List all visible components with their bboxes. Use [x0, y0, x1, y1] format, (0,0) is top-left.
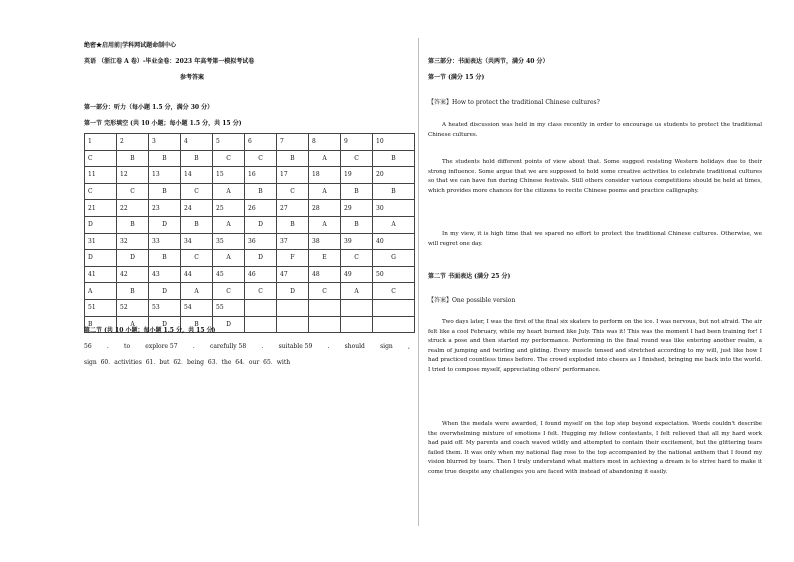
- fill-answers-line-2: sign 60．activities 61．but 62．being 63．the 64．our 65．with: [84, 359, 291, 366]
- part3-heading: 第三部分：书面表达（共两节，满分 40 分）: [428, 58, 549, 65]
- table-cell: 46: [245, 266, 277, 283]
- essay1-paragraph-3: In my view, it is high time that we spared no effort to protect the traditional Chinese cultures. Otherwise, we will regret one day.: [428, 231, 762, 247]
- table-cell: A: [85, 283, 117, 300]
- table-cell: A: [181, 283, 213, 300]
- table-cell: [309, 316, 341, 333]
- table-cell: 18: [309, 167, 341, 184]
- table-cell: 19: [341, 167, 373, 184]
- table-cell: C: [373, 283, 415, 300]
- table-row: [85, 183, 415, 200]
- table-cell: 28: [309, 200, 341, 217]
- table-cell: B: [149, 250, 181, 267]
- table-cell: [341, 299, 373, 316]
- table-cell: 10: [373, 134, 415, 151]
- table-cell: [245, 316, 277, 333]
- table-cell: A: [213, 250, 245, 267]
- table-row: [85, 134, 415, 151]
- table-cell: D: [85, 216, 117, 233]
- answer2-title: 【答案】One possible version: [428, 297, 516, 304]
- table-cell: B: [181, 316, 213, 333]
- table-cell: 55: [213, 299, 245, 316]
- table-cell: C: [213, 150, 245, 167]
- table-cell: 39: [341, 233, 373, 250]
- table-cell: 11: [85, 167, 117, 184]
- table-cell: D: [245, 216, 277, 233]
- fill-answer-token: to: [124, 343, 131, 350]
- table-cell: B: [341, 183, 373, 200]
- table-cell: A: [309, 183, 341, 200]
- header-line-1: 绝密★启用前|学科网试题命制中心: [84, 42, 177, 49]
- table-cell: 32: [117, 233, 149, 250]
- table-cell: 4: [181, 134, 213, 151]
- table-row: [85, 250, 415, 267]
- table-cell: [373, 316, 415, 333]
- table-cell: [245, 299, 277, 316]
- header-line-3: 参考答案: [180, 74, 205, 81]
- table-cell: A: [117, 316, 149, 333]
- table-cell: C: [117, 183, 149, 200]
- fill-answer-token: carefully 58: [209, 343, 247, 350]
- section1-heading: 第一节 完形填空 (共 10 小题；每小题 1.5 分，共 15 分): [84, 120, 242, 127]
- table-row: [85, 216, 415, 233]
- right-section1-heading: 第一节 (满分 15 分): [428, 74, 485, 81]
- table-cell: 48: [309, 266, 341, 283]
- table-cell: C: [277, 183, 309, 200]
- fill-answer-token: .: [327, 343, 330, 350]
- table-cell: 31: [85, 233, 117, 250]
- fill-answer-token: .: [106, 343, 109, 350]
- table-cell: C: [341, 250, 373, 267]
- fill-answer-token: suitable 59: [278, 343, 313, 350]
- table-cell: 26: [245, 200, 277, 217]
- table-cell: [341, 316, 373, 333]
- answer1-title: 【答案】How to protect the traditional Chinese cultures?: [428, 99, 600, 106]
- right-section2-heading: 第二节 书面表达 (满分 25 分): [428, 273, 511, 280]
- column-divider: [418, 38, 419, 526]
- table-cell: 50: [373, 266, 415, 283]
- table-cell: 49: [341, 266, 373, 283]
- table-cell: B: [373, 150, 415, 167]
- table-cell: A: [341, 283, 373, 300]
- table-cell: 20: [373, 167, 415, 184]
- table-cell: C: [181, 250, 213, 267]
- table-cell: 9: [341, 134, 373, 151]
- fill-answer-token: .: [192, 343, 195, 350]
- table-cell: E: [309, 250, 341, 267]
- table-cell: B: [341, 216, 373, 233]
- table-cell: B: [245, 183, 277, 200]
- table-cell: [309, 299, 341, 316]
- table-row: [85, 266, 415, 283]
- table-cell: 23: [149, 200, 181, 217]
- table-cell: B: [117, 216, 149, 233]
- table-cell: [277, 299, 309, 316]
- table-cell: A: [373, 216, 415, 233]
- table-cell: 45: [213, 266, 245, 283]
- table-cell: F: [277, 250, 309, 267]
- table-cell: 36: [245, 233, 277, 250]
- part1-heading: 第一部分：听力（每小题 1.5 分，满分 30 分）: [84, 104, 214, 111]
- table-cell: 16: [245, 167, 277, 184]
- table-cell: D: [117, 250, 149, 267]
- table-cell: C: [245, 283, 277, 300]
- table-cell: 43: [149, 266, 181, 283]
- table-cell: 13: [149, 167, 181, 184]
- table-row: [85, 167, 415, 184]
- table-row: [85, 233, 415, 250]
- table-cell: C: [213, 283, 245, 300]
- table-cell: 53: [149, 299, 181, 316]
- essay1-paragraph-1: A heated discussion was held in my class recently in order to encourage us students to protect the traditional Chinese cultures.: [428, 122, 762, 138]
- table-cell: D: [245, 250, 277, 267]
- table-cell: B: [277, 216, 309, 233]
- answer-table: [84, 133, 415, 333]
- table-cell: 47: [277, 266, 309, 283]
- table-cell: 5: [213, 134, 245, 151]
- table-cell: 12: [117, 167, 149, 184]
- essay1-paragraph-2: The students hold different points of view about that. Some suggest resisting Western holidays due to their strong influence. Some argue that we are supposed to hold some creative activities to celebrate traditional cultures so that we can have fun during Chinese festivals. Still others consider various competitions should be held at times, which provides more chances for the citizens to recite Chinese poems and practice calligraphy.: [428, 159, 762, 194]
- table-cell: 7: [277, 134, 309, 151]
- table-cell: B: [149, 150, 181, 167]
- table-cell: [277, 316, 309, 333]
- table-cell: 27: [277, 200, 309, 217]
- table-cell: 25: [213, 200, 245, 217]
- fill-answer-token: explore 57: [145, 343, 178, 350]
- table-cell: 34: [181, 233, 213, 250]
- table-cell: C: [245, 150, 277, 167]
- table-cell: 24: [181, 200, 213, 217]
- essay2-paragraph-2: When the medals were awarded, I found myself on the top step beyond expectation. Words couldn't describe the overwhelming mixture of emotions I felt. Hugging my fellow contestants, I felt relieved that all my hard work had paid off. My parents and coach waved wildly and attempted to contain their excitement, but the glittering tears failed them. It was only when my national flag rose to the top accompanied by the national anthem that I found my vision blurred by tears. Then I truly understand what matters most in achieving a dream is to strive hard to make it come true despite any challenges you are faced with instead of abandoning it easily.: [428, 421, 762, 475]
- table-cell: D: [213, 316, 245, 333]
- table-cell: 3: [149, 134, 181, 151]
- table-cell: 44: [181, 266, 213, 283]
- table-cell: G: [373, 250, 415, 267]
- table-cell: [373, 299, 415, 316]
- table-cell: B: [85, 316, 117, 333]
- table-cell: 54: [181, 299, 213, 316]
- table-cell: C: [341, 150, 373, 167]
- essay2-paragraph-1: Two days later, I was the first of the final six skaters to perform on the ice. I was nervous, but not afraid. The air felt like a cool February, while my heart burned like July. This was it! This was the moment I had been training for! I struck a pose and then started my performance. Performing in the final round was like entering another realm, a realm of jumping and twirling and gliding. Every muscle tensed and stretched according to my will, just like how I had practiced countless times before. The crowd exploded into cheers as I finished, bringing me back into the world. I tried to compose myself, appreciating others' performance.: [428, 319, 762, 373]
- table-cell: C: [85, 150, 117, 167]
- section2-heading: 第二节 (共 10 小题；每小题 1.5 分，共 15 分): [84, 327, 216, 334]
- table-cell: A: [213, 216, 245, 233]
- table-cell: 17: [277, 167, 309, 184]
- table-cell: 21: [85, 200, 117, 217]
- table-cell: A: [309, 216, 341, 233]
- fill-answer-token: sign: [380, 343, 393, 350]
- table-cell: 29: [341, 200, 373, 217]
- table-cell: 41: [85, 266, 117, 283]
- table-cell: C: [85, 183, 117, 200]
- table-row: [85, 299, 415, 316]
- table-cell: B: [117, 283, 149, 300]
- header-line-2: 英语 （浙江卷 A 卷）-毕业金卷：2023 年高考第一模拟考试卷: [84, 58, 255, 65]
- table-cell: A: [309, 150, 341, 167]
- table-cell: 52: [117, 299, 149, 316]
- table-cell: 38: [309, 233, 341, 250]
- table-cell: 42: [117, 266, 149, 283]
- table-cell: C: [309, 283, 341, 300]
- table-cell: 14: [181, 167, 213, 184]
- table-cell: D: [149, 316, 181, 333]
- table-cell: C: [181, 183, 213, 200]
- table-row: [85, 283, 415, 300]
- table-cell: B: [149, 183, 181, 200]
- table-cell: B: [373, 183, 415, 200]
- table-cell: D: [277, 283, 309, 300]
- table-cell: 8: [309, 134, 341, 151]
- table-cell: B: [117, 150, 149, 167]
- fill-answer-token: ,: [408, 343, 410, 350]
- table-cell: D: [149, 283, 181, 300]
- table-cell: 40: [373, 233, 415, 250]
- table-cell: B: [181, 216, 213, 233]
- table-cell: D: [149, 216, 181, 233]
- table-row: [85, 150, 415, 167]
- table-row: [85, 200, 415, 217]
- table-cell: 35: [213, 233, 245, 250]
- table-cell: 2: [117, 134, 149, 151]
- table-cell: 33: [149, 233, 181, 250]
- table-cell: 51: [85, 299, 117, 316]
- table-cell: B: [181, 150, 213, 167]
- table-cell: 15: [213, 167, 245, 184]
- table-cell: 6: [245, 134, 277, 151]
- table-cell: 30: [373, 200, 415, 217]
- fill-answers-line-1: [84, 343, 410, 350]
- table-cell: 22: [117, 200, 149, 217]
- table-cell: B: [277, 150, 309, 167]
- fill-answer-token: should: [344, 343, 365, 350]
- table-cell: A: [213, 183, 245, 200]
- table-cell: 1: [85, 134, 117, 151]
- fill-answer-token: 56: [84, 343, 92, 350]
- table-cell: 37: [277, 233, 309, 250]
- table-cell: D: [85, 250, 117, 267]
- fill-answer-token: .: [261, 343, 264, 350]
